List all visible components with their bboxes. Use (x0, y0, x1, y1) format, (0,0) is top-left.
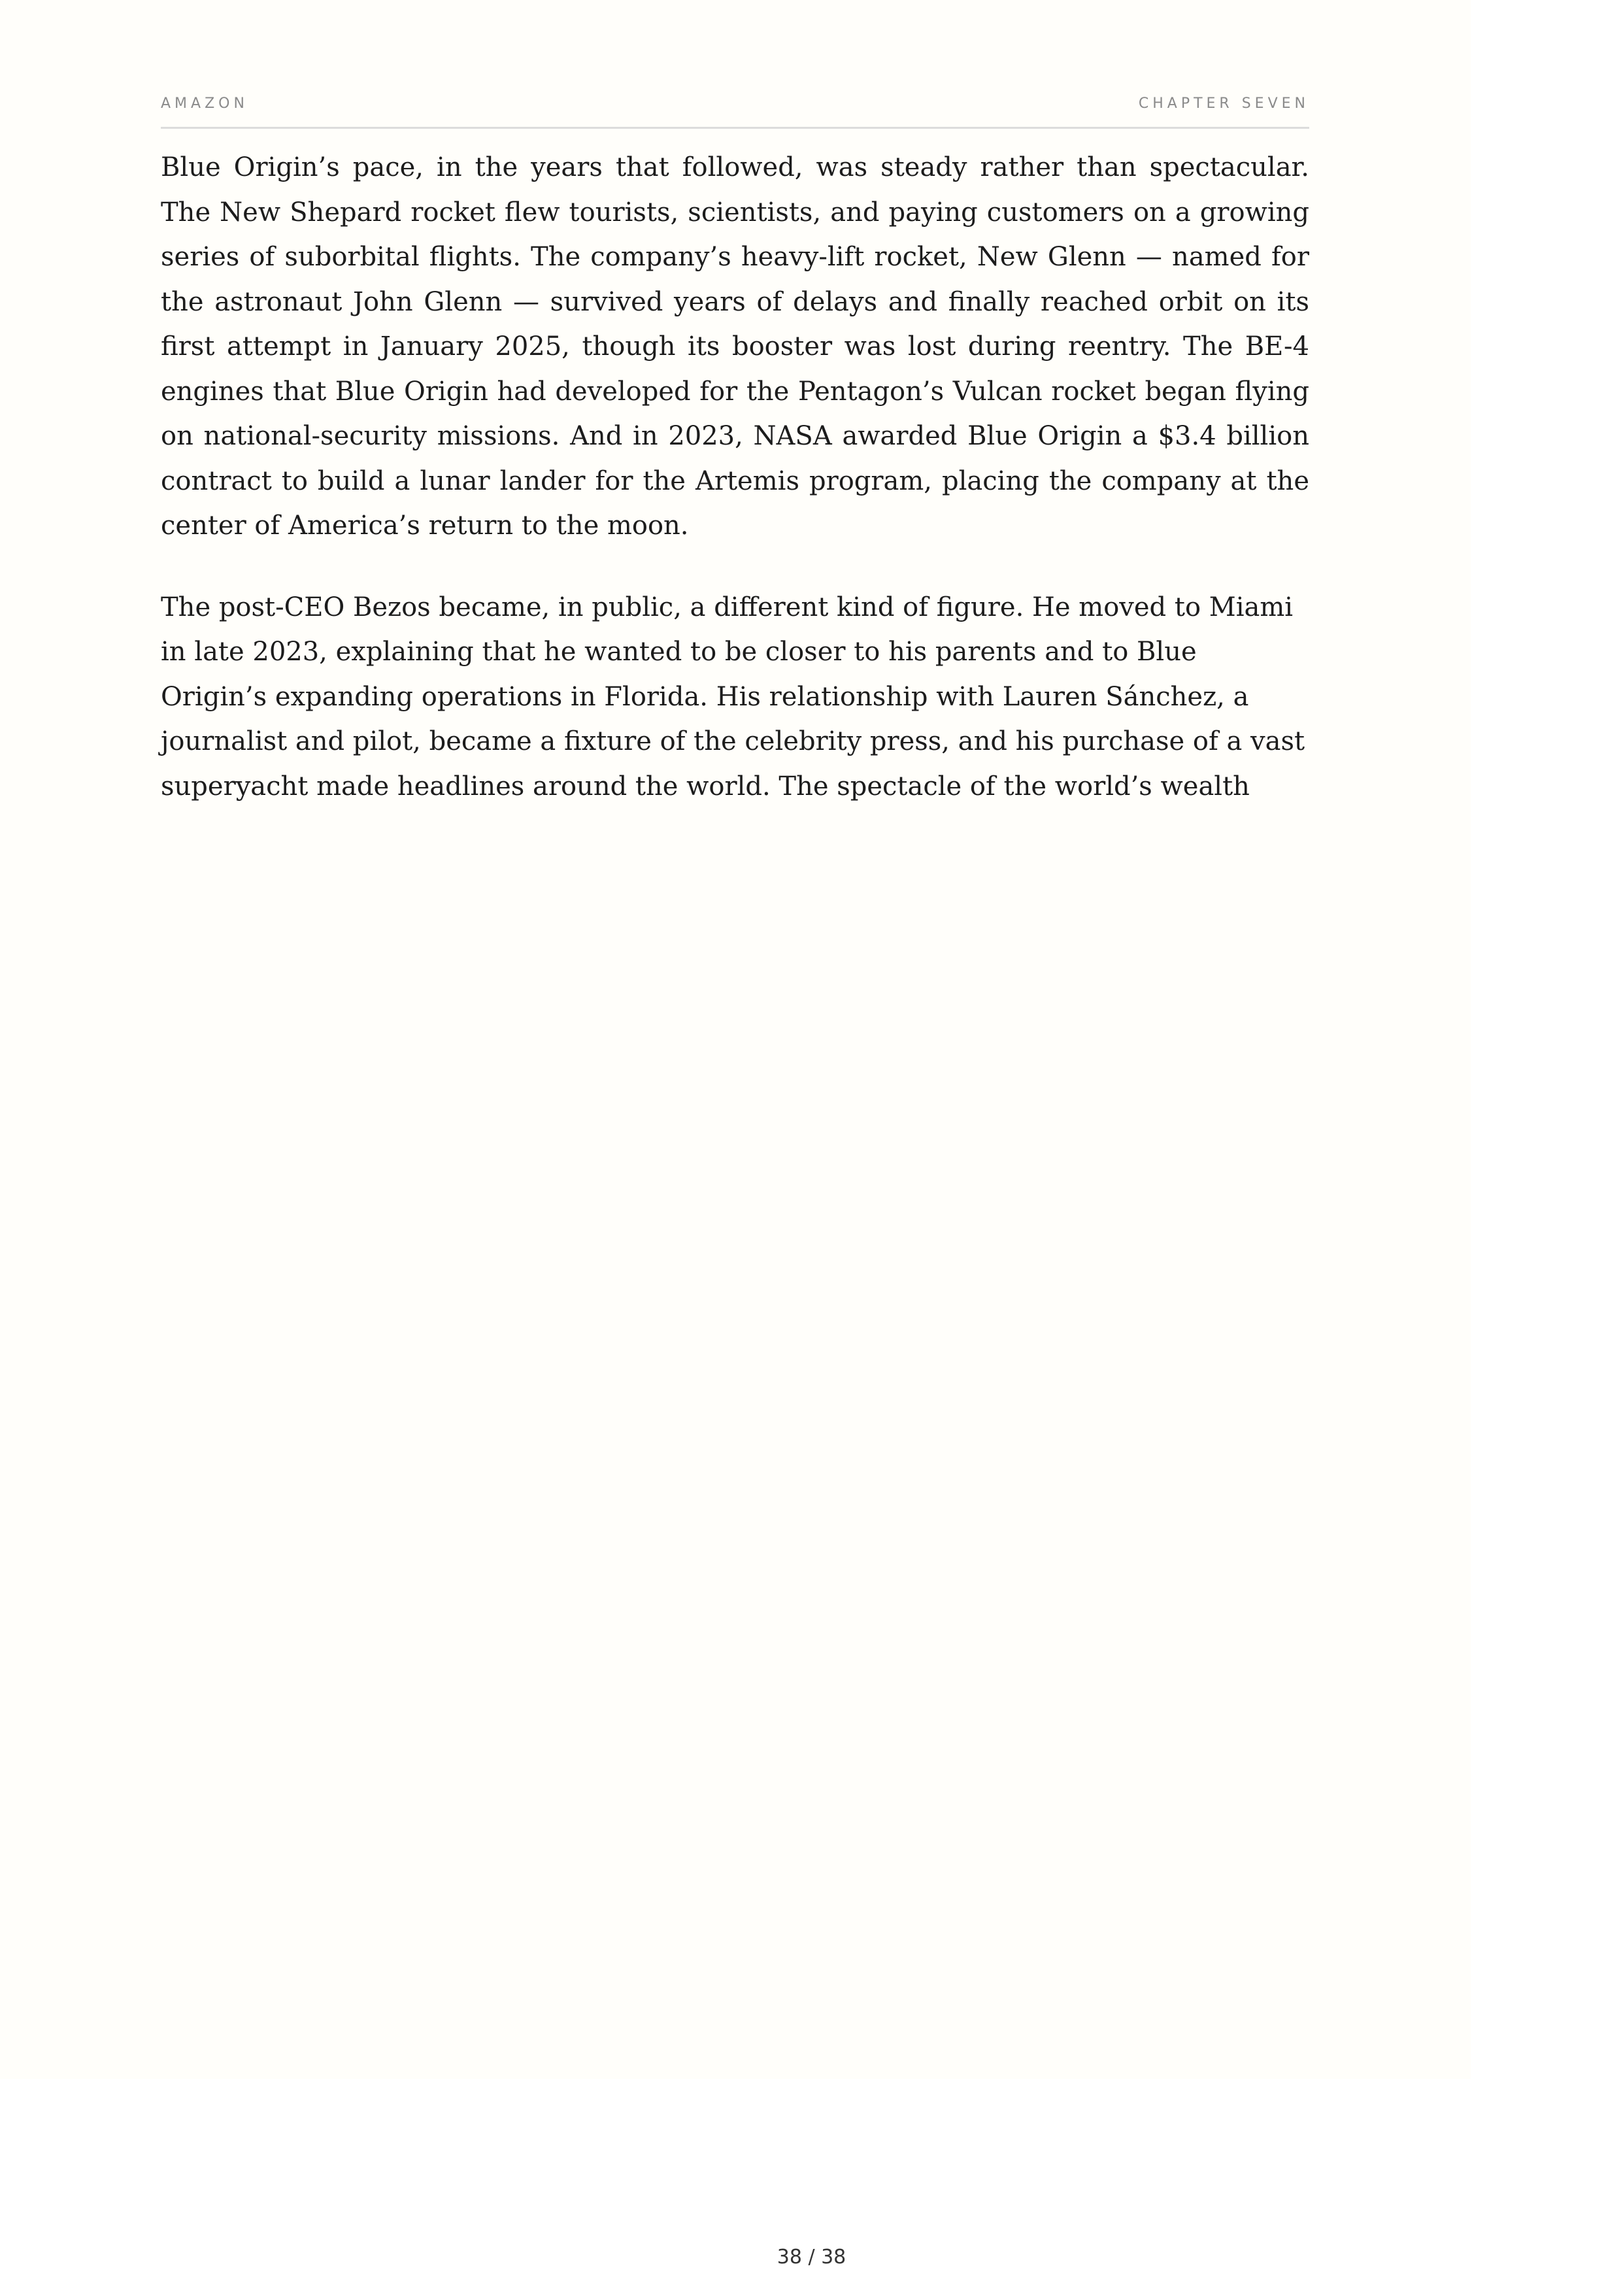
paragraph: Blue Origin’s pace, in the years that followed, was steady rather than spectacular. The New Shepard rocket flew tourists, scientists, and paying customers on a growing series of suborbital flights. The company’s heavy-lift rocket, New Glenn — named for the astronaut John Glenn — survived years of delays and finally reached orbit on its first attempt in January 2025, though its booster was lost during reentry. The BE-4 engines that Blue Origin had developed for the Pentagon’s Vulcan rocket began flying on national-security missions. And in 2023, NASA awarded Blue Origin a $3.4 billion contract to build a lunar lander for the Artemis program, placing the company at the center of America’s return to the moon. (161, 152, 1309, 541)
running-header (161, 93, 1309, 129)
body-text (161, 145, 1309, 845)
page-number: 38 / 38 (777, 2246, 846, 2269)
chapter-title: CHAPTER SEVEN (1138, 95, 1309, 112)
book-title: AMAZON (161, 95, 248, 112)
paragraph: The post-CEO Bezos became, in public, a different kind of figure. He moved to Miami in late 2023, explaining that he wanted to be closer to his parents and to Blue Origin’s expanding operations in Florida. His relationship with Lauren Sánchez, a journalist and pilot, became a fixture of the celebrity press, and his purchase of a vast superyacht made headlines around the world. The spectacle of the world’s wealth (161, 592, 1305, 802)
